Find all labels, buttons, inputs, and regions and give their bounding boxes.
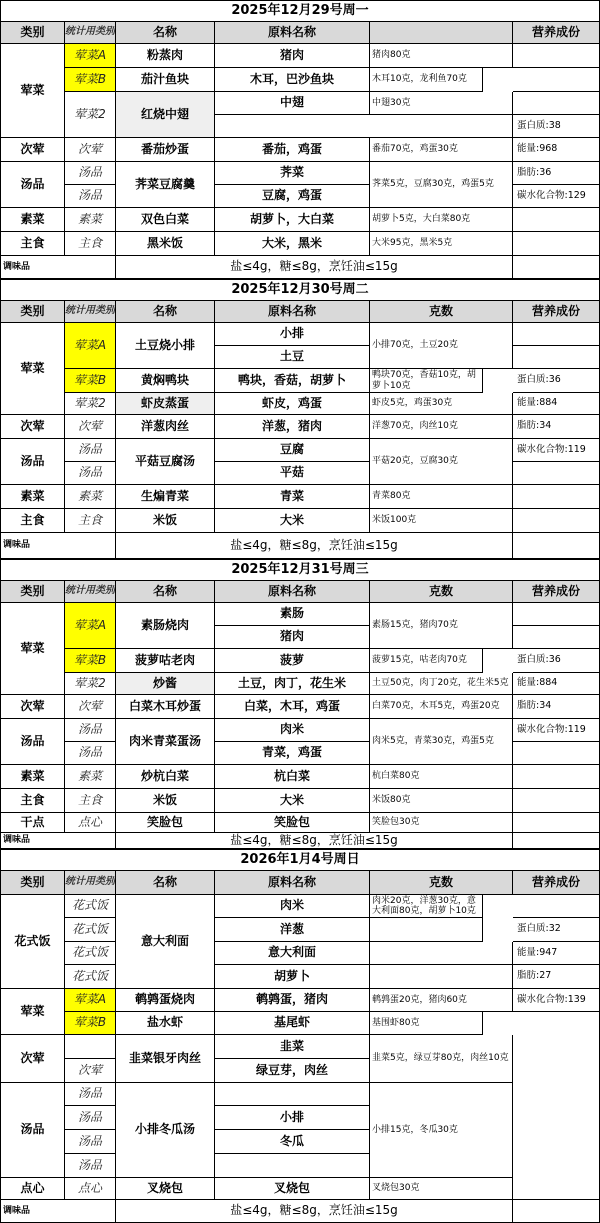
table-cell: 点心 (65, 813, 116, 833)
table-header-cell: 类别 (0, 871, 65, 895)
table-cell (513, 533, 600, 559)
table-cell (513, 509, 600, 533)
table-cell: 脂肪:34 (513, 695, 600, 719)
table-cell: 主食 (65, 789, 116, 813)
table-cell: 汤品 (65, 162, 116, 185)
table-cell: 番茄，鸡蛋 (215, 138, 370, 162)
table-cell: 红烧中翅 (116, 92, 215, 138)
table-cell: 主食 (65, 509, 116, 533)
table-cell: 韭菜银牙肉丝 (116, 1035, 215, 1083)
table-cell: 花式饭 (65, 942, 116, 965)
table-cell: 胡萝卜 (215, 965, 370, 989)
table-cell: 脂肪:34 (513, 415, 600, 439)
table-cell (513, 1012, 600, 1200)
table-cell: 生煸青菜 (116, 485, 215, 509)
table-cell: 荤菜A (65, 603, 116, 649)
table-cell: 小排 (215, 323, 370, 346)
table-header-cell: 原料名称 (215, 871, 370, 895)
table-header-cell: 原料名称 (215, 301, 370, 323)
table-cell: 盐水虾 (116, 1012, 215, 1035)
table-cell: 次荤 (0, 138, 65, 162)
table-cell: 基围虾80克 (370, 1012, 483, 1035)
table-cell: 菠萝 (215, 649, 370, 673)
table-cell: 荤菜2 (65, 673, 116, 695)
table-cell: 荤菜 (0, 323, 65, 415)
table-cell: 能量:884 (513, 673, 600, 695)
table-cell: 肉米20克，洋葱30克，意大利面80克，胡萝卜10克 (370, 895, 483, 918)
table-cell: 茄汁鱼块 (116, 68, 215, 92)
table-cell (513, 44, 600, 68)
table-header-cell: 类别 (0, 581, 65, 603)
table-cell: 汤品 (65, 719, 116, 742)
table-header-cell (370, 22, 513, 44)
table-cell (513, 603, 600, 626)
table-cell: 盐≤4g，糖≤8g，烹饪油≤15g (116, 533, 513, 559)
table-cell: 意大利面 (215, 942, 370, 965)
table-cell: 汤品 (0, 1083, 65, 1178)
table-cell: 盐≤4g，糖≤8g，烹饪油≤15g (116, 256, 513, 279)
table-cell: 胡萝卜，大白菜 (215, 208, 370, 232)
table-cell (513, 789, 600, 813)
table-cell: 素肠15克，猪肉70克 (370, 603, 513, 649)
table-cell: 胡萝卜5克，大白菜80克 (370, 208, 513, 232)
table-header-cell: 营养成份 (513, 581, 600, 603)
table-header-cell: 统计用类别 (65, 22, 116, 44)
table-cell: 肉米青菜蛋汤 (116, 719, 215, 765)
table-cell: 虾皮5克，鸡蛋30克 (370, 393, 513, 415)
table-cell: 土豆，肉丁，花生米 (215, 673, 370, 695)
table-cell: 中翅30克 (370, 92, 513, 115)
table-header-cell: 营养成份 (513, 301, 600, 323)
table-cell: 蛋白质:36 (513, 369, 600, 393)
table-header-cell: 名称 (116, 301, 215, 323)
table-cell: 米饭 (116, 789, 215, 813)
table-header-cell: 营养成份 (513, 871, 600, 895)
table-cell (215, 115, 513, 138)
table-cell: 汤品 (65, 439, 116, 462)
table-cell (513, 68, 600, 92)
table-cell: 点心 (65, 1178, 116, 1200)
table-header-cell: 名称 (116, 581, 215, 603)
table-cell: 荤菜B (65, 369, 116, 393)
table-header-cell: 营养成份 (513, 22, 600, 44)
table-cell (513, 232, 600, 256)
table-header-cell: 原料名称 (215, 22, 370, 44)
table-header-cell: 名称 (116, 22, 215, 44)
table-cell: 番茄70克，鸡蛋30克 (370, 138, 513, 162)
table-cell (370, 942, 513, 965)
table-cell: 碳水化合物:119 (513, 439, 600, 462)
table-cell: 虾皮，鸡蛋 (215, 393, 370, 415)
table-cell (513, 485, 600, 509)
table-cell: 汤品 (0, 439, 65, 485)
table-cell: 青菜，鸡蛋 (215, 742, 370, 765)
table-cell: 主食 (0, 232, 65, 256)
table-cell: 绿豆芽，肉丝 (215, 1059, 370, 1083)
table-cell: 素肠烧肉 (116, 603, 215, 649)
table-cell: 荤菜A (65, 44, 116, 68)
table-cell: 盐≤4g，糖≤8g，烹饪油≤15g (116, 1200, 513, 1223)
table-cell: 荤菜B (65, 649, 116, 673)
table-cell: 汤品 (65, 1083, 116, 1106)
table-cell: 汤品 (65, 1130, 116, 1154)
table-cell: 木耳，巴沙鱼块 (215, 68, 370, 92)
table-cell (215, 1083, 370, 1106)
table-cell: 荤菜 (0, 603, 65, 695)
table-cell: 杭白菜80克 (370, 765, 513, 789)
table-cell: 土豆 (215, 346, 370, 369)
table-cell: 平菇豆腐汤 (116, 439, 215, 485)
table-cell: 荤菜2 (65, 92, 116, 138)
table-cell: 土豆烧小排 (116, 323, 215, 369)
table-cell: 番茄炒蛋 (116, 138, 215, 162)
table-cell: 菠萝15克，咕老肉70克 (370, 649, 483, 673)
table-cell: 杭白菜 (215, 765, 370, 789)
table-cell: 大米 (215, 509, 370, 533)
table-cell: 青菜 (215, 485, 370, 509)
table-cell: 小排70克，土豆20克 (370, 323, 513, 369)
table-cell: 猪肉 (215, 626, 370, 649)
table-cell: 能量:968 (513, 138, 600, 162)
table-cell: 汤品 (0, 162, 65, 208)
table-cell: 主食 (0, 509, 65, 533)
table-cell: 次荤 (0, 1035, 65, 1083)
table-cell (513, 895, 600, 918)
table-cell: 脂肪:36 (513, 162, 600, 185)
table-cell: 花式饭 (65, 965, 116, 989)
table-cell: 小排15克，冬瓜30克 (370, 1083, 513, 1178)
table-cell: 意大利面 (116, 895, 215, 989)
table-header-cell: 统计用类别 (65, 871, 116, 895)
table-cell: 大米，黑米 (215, 232, 370, 256)
table-cell: 鹌鹑蛋20克，猪肉60克 (370, 989, 513, 1012)
table-cell: 炒杭白菜 (116, 765, 215, 789)
table-cell: 素菜 (0, 765, 65, 789)
table-cell: 鹌鹑蛋，猪肉 (215, 989, 370, 1012)
table-cell: 肉米 (215, 895, 370, 918)
table-cell: 双色白菜 (116, 208, 215, 232)
table-cell: 黄焖鸭块 (116, 369, 215, 393)
table-cell: 鹌鹑蛋烧肉 (116, 989, 215, 1012)
table-cell: 能量:884 (513, 393, 600, 415)
table-cell: 米饭80克 (370, 789, 513, 813)
table-cell: 米饭 (116, 509, 215, 533)
day-title: 2025年12月29号周一 (0, 0, 600, 22)
table-cell: 次荤 (0, 695, 65, 719)
table-cell: 黑米饭 (116, 232, 215, 256)
table-header-cell: 类别 (0, 22, 65, 44)
table-cell: 荤菜B (65, 68, 116, 92)
table-cell (370, 918, 483, 942)
table-cell: 素菜 (0, 485, 65, 509)
table-cell: 白菜，木耳，鸡蛋 (215, 695, 370, 719)
table-cell: 青菜80克 (370, 485, 513, 509)
table-header-cell: 类别 (0, 301, 65, 323)
table-cell: 荤菜A (65, 323, 116, 369)
table-cell: 素菜 (0, 208, 65, 232)
table-cell: 次荤 (65, 415, 116, 439)
table-cell: 调味品 (0, 1200, 116, 1223)
table-cell: 木耳10克，龙利鱼70克 (370, 68, 483, 92)
table-cell: 调味品 (0, 833, 116, 849)
table-cell: 基尾虾 (215, 1012, 370, 1035)
table-cell: 荠菜豆腐羹 (116, 162, 215, 208)
table-cell: 碳水化合物:129 (513, 185, 600, 208)
table-cell: 碳水化合物:119 (513, 719, 600, 742)
table-cell: 洋葱70克，肉丝10克 (370, 415, 513, 439)
table-cell: 汤品 (0, 719, 65, 765)
table-cell: 洋葱肉丝 (116, 415, 215, 439)
table-cell: 鸭块70克，香菇10克，胡萝卜10克 (370, 369, 483, 393)
table-cell: 干点 (0, 813, 65, 833)
table-cell: 米饭100克 (370, 509, 513, 533)
table-cell: 叉烧包 (215, 1178, 370, 1200)
table-cell (513, 742, 600, 765)
table-cell: 汤品 (65, 185, 116, 208)
table-cell: 叉烧包30克 (370, 1178, 513, 1200)
table-cell: 韭菜 (215, 1035, 370, 1059)
table-cell: 主食 (0, 789, 65, 813)
table-cell: 大米95克，黑米5克 (370, 232, 513, 256)
table-cell: 次荤 (0, 415, 65, 439)
table-cell: 鸭块，香菇，胡萝卜 (215, 369, 370, 393)
table-cell: 笑脸包 (116, 813, 215, 833)
table-cell (513, 765, 600, 789)
table-cell: 调味品 (0, 256, 116, 279)
table-cell: 次荤 (65, 695, 116, 719)
table-cell: 笑脸包 (215, 813, 370, 833)
table-header-cell: 统计用类别 (65, 581, 116, 603)
table-cell: 盐≤4g，糖≤8g，烹饪油≤15g (116, 833, 513, 849)
table-cell: 菠萝咕老肉 (116, 649, 215, 673)
table-cell: 蛋白质:38 (513, 115, 600, 138)
table-cell: 汤品 (65, 1154, 116, 1178)
table-cell: 豆腐，鸡蛋 (215, 185, 370, 208)
table-cell: 小排 (215, 1106, 370, 1130)
table-cell: 荤菜A (65, 989, 116, 1012)
table-cell: 冬瓜 (215, 1130, 370, 1154)
table-cell: 炒酱 (116, 673, 215, 695)
table-cell (513, 346, 600, 369)
table-cell: 荤菜 (0, 44, 65, 138)
table-cell: 花式饭 (0, 895, 65, 989)
table-header-cell: 统计用类别 (65, 301, 116, 323)
table-cell: 次荤 (65, 138, 116, 162)
table-cell: 主食 (65, 232, 116, 256)
table-header-cell: 克数 (370, 871, 513, 895)
table-cell (215, 1154, 370, 1178)
table-cell: 花式饭 (65, 918, 116, 942)
table-cell: 猪肉80克 (370, 44, 513, 68)
table-cell: 脂肪:27 (513, 965, 600, 989)
table-cell: 荤菜2 (65, 393, 116, 415)
table-cell (513, 626, 600, 649)
table-cell: 粉蒸肉 (116, 44, 215, 68)
day-title: 2025年12月30号周二 (0, 279, 600, 301)
table-cell: 洋葱，猪肉 (215, 415, 370, 439)
table-cell (513, 323, 600, 346)
table-cell: 花式饭 (65, 895, 116, 918)
table-cell: 白菜木耳炒蛋 (116, 695, 215, 719)
table-cell: 洋葱 (215, 918, 370, 942)
table-cell: 平菇 (215, 462, 370, 485)
table-cell (513, 208, 600, 232)
table-cell: 调味品 (0, 533, 116, 559)
day-title: 2025年12月31号周三 (0, 559, 600, 581)
table-cell: 平菇20克，豆腐30克 (370, 439, 513, 485)
table-cell: 肉米 (215, 719, 370, 742)
day-title: 2026年1月4号周日 (0, 849, 600, 871)
table-cell: 碳水化合物:139 (513, 989, 600, 1012)
table-cell (513, 833, 600, 849)
table-header-cell: 克数 (370, 581, 513, 603)
table-cell (370, 965, 513, 989)
table-cell (513, 92, 600, 115)
table-cell: 中翅 (215, 92, 370, 115)
table-cell: 叉烧包 (116, 1178, 215, 1200)
table-cell (513, 1200, 600, 1223)
table-header-cell: 名称 (116, 871, 215, 895)
table-cell: 汤品 (65, 462, 116, 485)
table-cell: 荤菜B (65, 1012, 116, 1035)
table-cell: 蛋白质:36 (513, 649, 600, 673)
table-cell (513, 462, 600, 485)
table-cell: 豆腐 (215, 439, 370, 462)
table-cell: 猪肉 (215, 44, 370, 68)
table-cell: 能量:947 (513, 942, 600, 965)
table-cell: 笑脸包30克 (370, 813, 513, 833)
table-cell: 素肠 (215, 603, 370, 626)
table-cell: 荤菜 (0, 989, 65, 1035)
table-header-cell: 克数 (370, 301, 513, 323)
table-cell: 蛋白质:32 (513, 918, 600, 942)
table-cell: 小排冬瓜汤 (116, 1083, 215, 1178)
table-cell: 汤品 (65, 1106, 116, 1130)
table-cell: 韭菜5克，绿豆芽80克，肉丝10克 (370, 1035, 513, 1083)
table-header-cell: 原料名称 (215, 581, 370, 603)
table-cell (513, 813, 600, 833)
table-cell: 大米 (215, 789, 370, 813)
table-cell: 汤品 (65, 742, 116, 765)
table-cell (65, 1035, 116, 1059)
table-cell: 荠菜5克，豆腐30克，鸡蛋5克 (370, 162, 513, 208)
table-cell: 素菜 (65, 485, 116, 509)
table-cell: 土豆50克，肉丁20克，花生米5克 (370, 673, 513, 695)
table-cell: 白菜70克，木耳5克，鸡蛋20克 (370, 695, 513, 719)
table-cell: 素菜 (65, 208, 116, 232)
table-cell: 肉米5克，青菜30克，鸡蛋5克 (370, 719, 513, 765)
table-cell: 虾皮蒸蛋 (116, 393, 215, 415)
table-cell: 荠菜 (215, 162, 370, 185)
table-cell (513, 256, 600, 279)
table-cell: 素菜 (65, 765, 116, 789)
table-cell: 点心 (0, 1178, 65, 1200)
table-cell: 次荤 (65, 1059, 116, 1083)
